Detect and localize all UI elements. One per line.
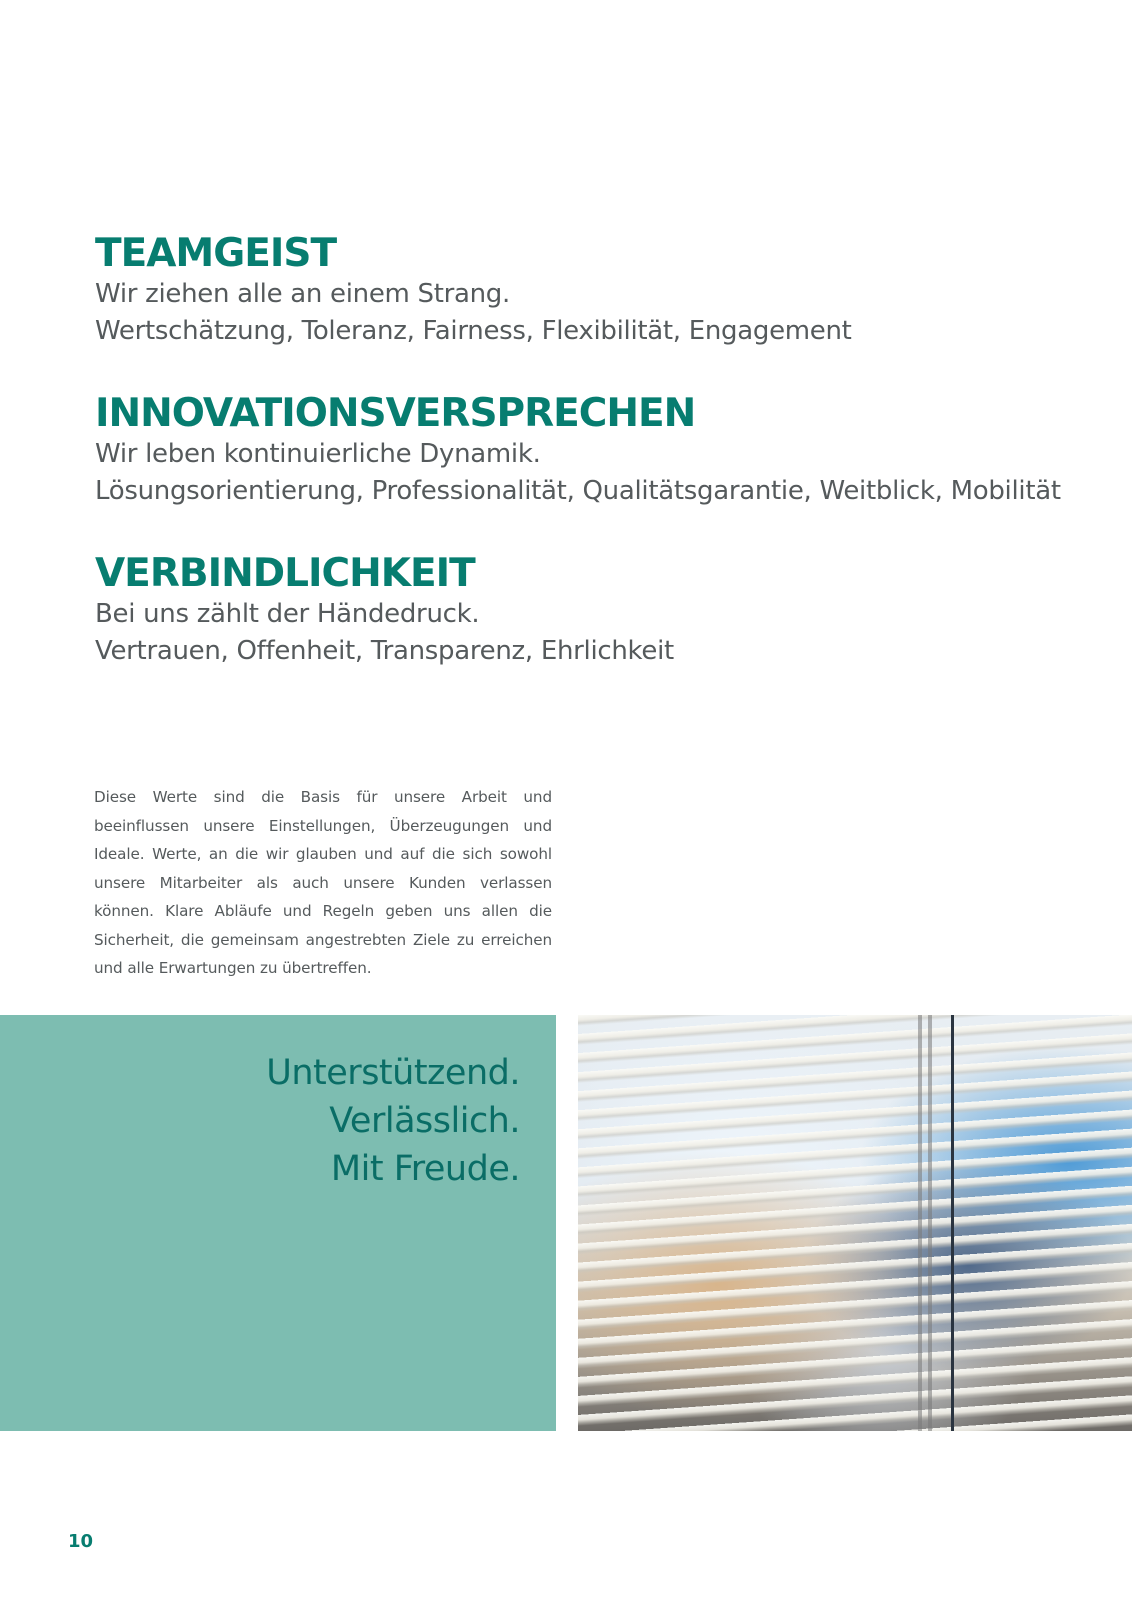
page-number: 10 bbox=[68, 1531, 94, 1552]
value-motto: Wir ziehen alle an einem Strang. bbox=[95, 279, 510, 309]
meeting-photo bbox=[578, 1015, 1132, 1431]
blind-cord bbox=[928, 1015, 932, 1431]
value-motto: Bei uns zählt der Händedruck. bbox=[95, 599, 480, 629]
value-keywords: Wertschätzung, Toleranz, Fairness, Flexibilität, Engagement bbox=[95, 316, 852, 346]
value-teamgeist bbox=[95, 232, 1095, 350]
values-section bbox=[95, 232, 1095, 712]
value-title: TEAMGEIST bbox=[95, 231, 337, 276]
window-frame bbox=[951, 1015, 954, 1431]
value-title: INNOVATIONSVERSPRECHEN bbox=[95, 391, 696, 436]
slogan-line: Unterstützend. bbox=[266, 1053, 520, 1093]
slogan-panel bbox=[0, 1015, 556, 1431]
value-motto: Wir leben kontinuierliche Dynamik. bbox=[95, 439, 541, 469]
slogan-line: Mit Freude. bbox=[330, 1149, 520, 1189]
slogan bbox=[266, 1049, 520, 1193]
blind-cord bbox=[918, 1015, 922, 1431]
body-paragraph: Diese Werte sind die Basis für unsere Arbeit und beeinflussen unsere Einstellungen, Überzeugungen und Ideale. Werte, an die wir glauben und auf die sich sowohl unsere Mitarbeiter als auch unsere Kunden verlassen können. Klare Abläufe und Regeln geben uns allen die Sicherheit, die gemeinsam angestrebten Ziele zu erreichen und alle Erwartungen zu übertreffen. bbox=[94, 788, 552, 977]
value-keywords: Vertrauen, Offenheit, Transparenz, Ehrlichkeit bbox=[95, 636, 674, 666]
window-blinds bbox=[578, 1015, 1132, 1431]
value-verbindlichkeit bbox=[95, 552, 1095, 670]
value-innovationsversprechen bbox=[95, 392, 1095, 510]
value-keywords: Lösungsorientierung, Professionalität, Qualitätsgarantie, Weitblick, Mobilität bbox=[95, 476, 1061, 506]
slogan-line: Verlässlich. bbox=[329, 1101, 520, 1141]
value-title: VERBINDLICHKEIT bbox=[95, 551, 475, 596]
